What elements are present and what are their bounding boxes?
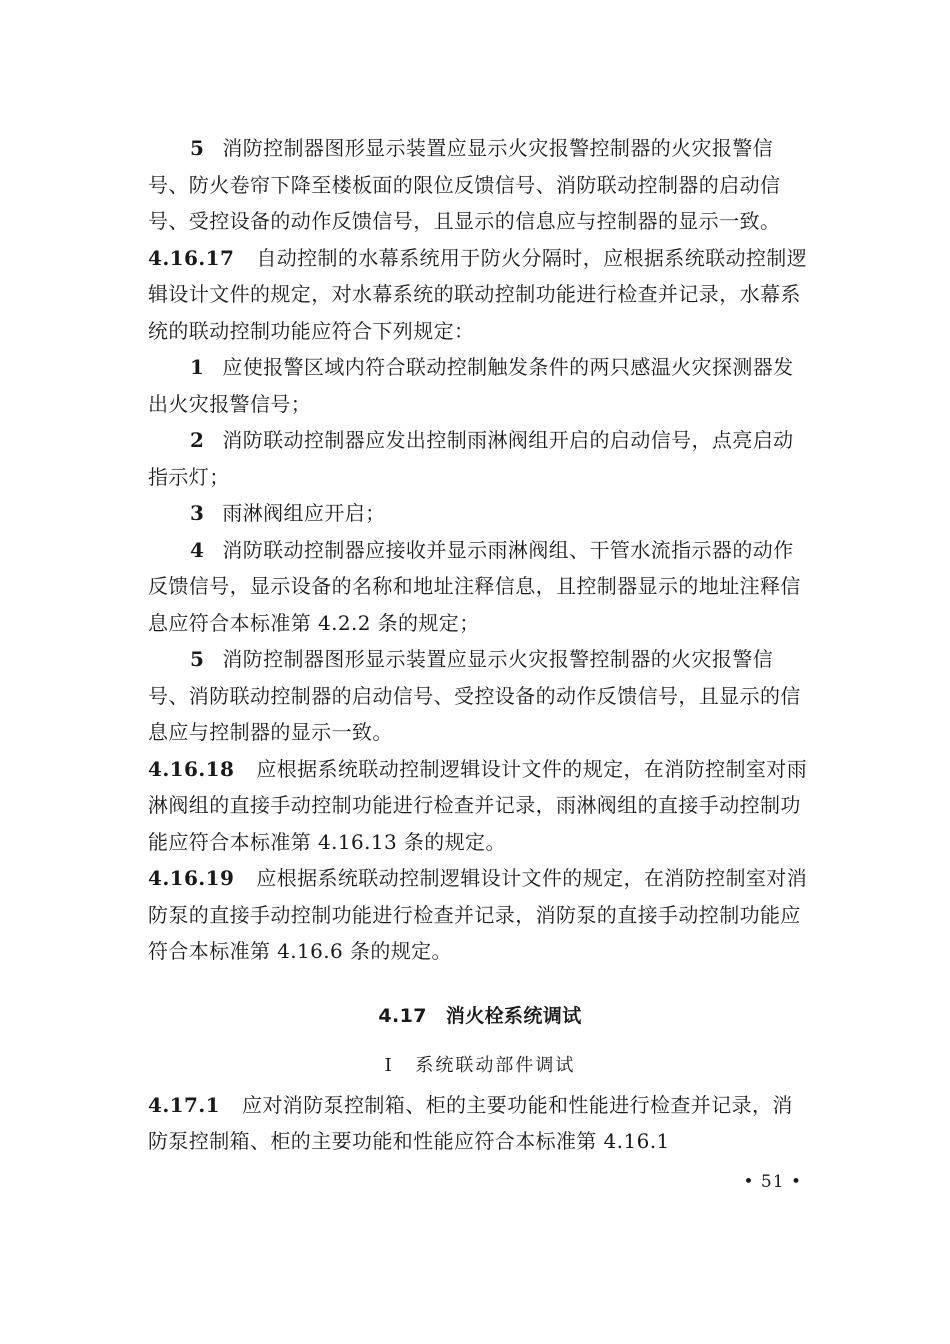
item-number: 2 bbox=[190, 428, 205, 452]
item-number: 4 bbox=[190, 537, 205, 562]
list-item bbox=[148, 130, 812, 240]
clause-text: 应对消防泵控制箱、柜的主要功能和性能进行检查并记录，消防泵控制箱、柜的主要功能和性能应符合本标准第 4.16.1 bbox=[148, 1092, 793, 1153]
clause bbox=[148, 1087, 812, 1160]
item-number: 1 bbox=[190, 355, 205, 379]
subsection-numeral: Ⅰ bbox=[384, 1055, 394, 1076]
item-number: 5 bbox=[190, 136, 205, 160]
clause-number: 4.16.18 bbox=[148, 756, 235, 781]
section-number: 4.17 bbox=[378, 1004, 427, 1027]
list-item bbox=[148, 495, 812, 532]
subsection-heading bbox=[148, 1048, 812, 1085]
item-text: 雨淋阀组应开启； bbox=[222, 501, 386, 525]
clause bbox=[148, 860, 812, 970]
clause-number: 4.16.19 bbox=[148, 866, 235, 890]
list-item bbox=[148, 349, 812, 422]
page-content bbox=[148, 130, 812, 1160]
item-text: 消防控制器图形显示装置应显示火灾报警控制器的火灾报警信号、防火卷帘下降至楼板面的限位反馈信号、消防联动控制器的启动信号、受控设备的动作反馈信号，且显示的信息应与控制器的显示一致。 bbox=[148, 136, 781, 233]
page-number: • 51 • bbox=[743, 1172, 802, 1192]
clause-text: 应根据系统联动控制逻辑设计文件的规定，在消防控制室对雨淋阀组的直接手动控制功能进行检查并记录，雨淋阀组的直接手动控制功能应符合本标准第 4.16.13 条的规定。 bbox=[148, 756, 808, 854]
item-text: 消防联动控制器应接收并显示雨淋阀组、干管水流指示器的动作反馈信号，显示设备的名称和地址注释信息，且控制器显示的地址注释信息应符合本标准第 4.2.2 条的规定； bbox=[148, 537, 801, 635]
item-number: 5 bbox=[190, 647, 205, 671]
clause-text: 应根据系统联动控制逻辑设计文件的规定，在消防控制室对消防泵的直接手动控制功能进行检查并记录，消防泵的直接手动控制功能应符合本标准第 4.16.6 条的规定。 bbox=[148, 866, 808, 963]
section-heading bbox=[148, 998, 812, 1035]
subsection-title: 系统联动部件调试 bbox=[415, 1055, 576, 1076]
list-item bbox=[148, 532, 812, 642]
clause-number: 4.16.17 bbox=[148, 245, 235, 270]
clause bbox=[148, 751, 812, 861]
clause-number: 4.17.1 bbox=[148, 1092, 220, 1117]
list-item bbox=[148, 641, 812, 751]
item-text: 应使报警区域内符合联动控制触发条件的两只感温火灾探测器发出火灾报警信号； bbox=[148, 355, 794, 416]
item-number: 3 bbox=[190, 501, 205, 525]
clause bbox=[148, 240, 812, 350]
item-text: 消防控制器图形显示装置应显示火灾报警控制器的火灾报警信号、消防联动控制器的启动信号、受控设备的动作反馈信号，且显示的信息应与控制器的显示一致。 bbox=[148, 647, 801, 744]
item-text: 消防联动控制器应发出控制雨淋阀组开启的启动信号，点亮启动指示灯； bbox=[148, 428, 794, 489]
list-item bbox=[148, 422, 812, 495]
clause-text: 自动控制的水幕系统用于防火分隔时，应根据系统联动控制逻辑设计文件的规定，对水幕系统的联动控制功能进行检查并记录，水幕系统的联动控制功能应符合下列规定： bbox=[148, 245, 808, 343]
section-title: 消火栓系统调试 bbox=[445, 1004, 582, 1027]
